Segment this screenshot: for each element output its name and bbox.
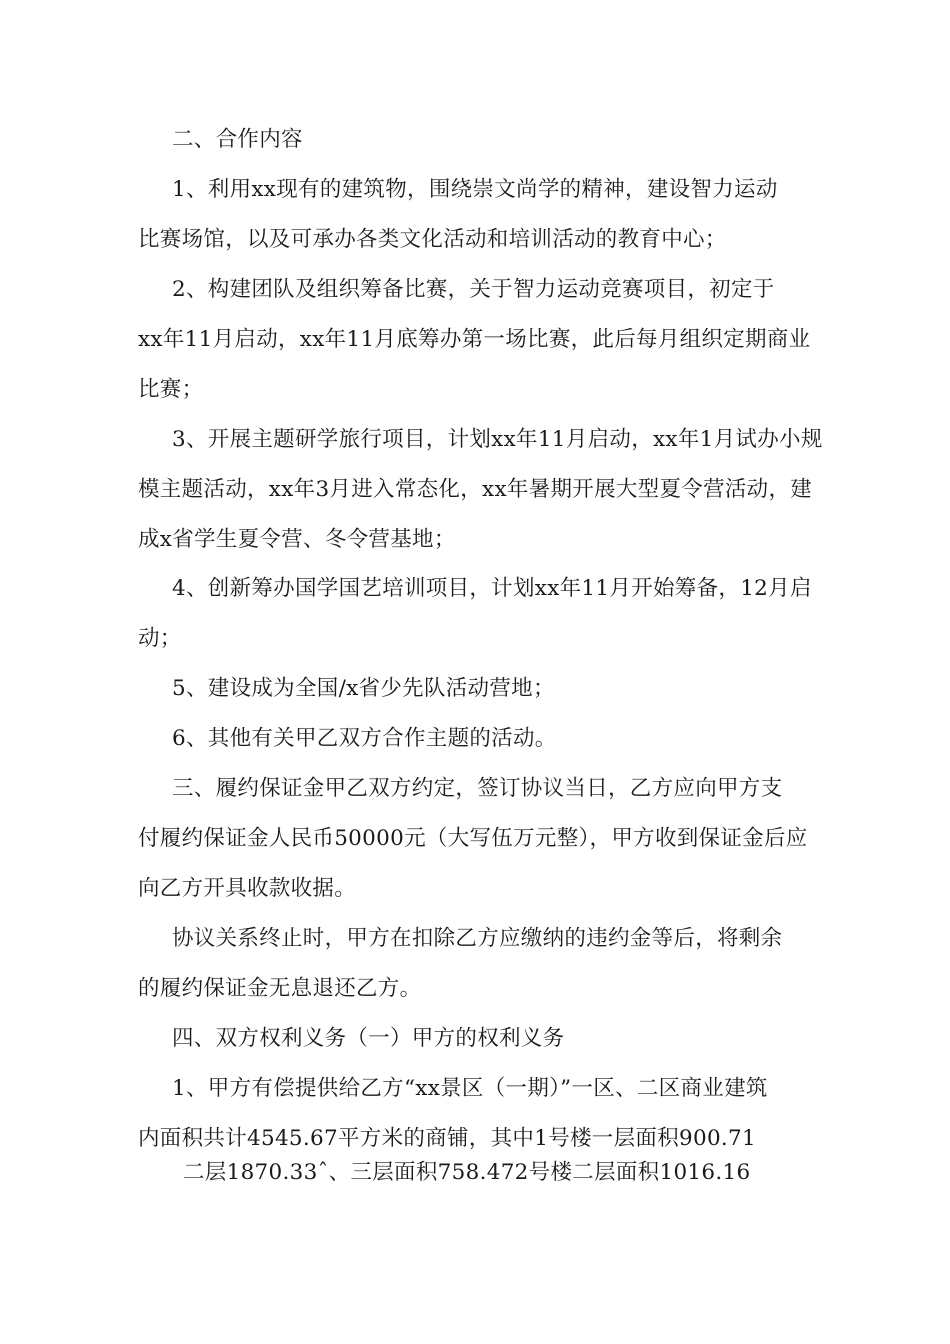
paragraph-line: 成x省学生夏令营、冬令营基地； xyxy=(138,527,456,552)
paragraph-line: 4、创新筹办国学国艺培训项目，计划xx年11月开始筹备，12月启 xyxy=(172,576,812,601)
section-heading-deposit: 三、履约保证金甲乙双方约定，签订协议当日，乙方应向甲方支 xyxy=(172,776,783,801)
paragraph-line: 向乙方开具收款收据。 xyxy=(138,876,357,901)
paragraph-line: 5、建设成为全国/x省少先队活动营地； xyxy=(172,676,555,701)
paragraph-line: xx年11月启动，xx年11月底筹办第一场比赛，此后每月组织定期商业 xyxy=(138,327,811,352)
paragraph-line: 6、其他有关甲乙双方合作主题的活动。 xyxy=(172,726,557,751)
paragraph-line: 1、利用xx现有的建筑物，围绕崇文尚学的精神，建设智力运动 xyxy=(172,177,778,202)
paragraph-line: 比赛； xyxy=(138,377,204,402)
section-heading-cooperation: 二、合作内容 xyxy=(172,127,303,152)
paragraph-line: 3、开展主题研学旅行项目，计划xx年11月启动，xx年1月试办小规 xyxy=(172,427,823,452)
section-heading-rights: 四、双方权利义务（一）甲方的权利义务 xyxy=(172,1026,565,1051)
paragraph-line: 模主题活动，xx年3月进入常态化，xx年暑期开展大型夏令营活动，建 xyxy=(138,477,813,502)
paragraph-line: 内面积共计4545.67平方米的商铺，其中1号楼一层面积900.71 xyxy=(138,1126,757,1151)
paragraph-line: 协议关系终止时，甲方在扣除乙方应缴纳的违约金等后，将剩余 xyxy=(172,926,783,951)
paragraph-line: 1、甲方有偿提供给乙方“xx景区（一期）”一区、二区商业建筑 xyxy=(172,1076,768,1101)
paragraph-line: 的履约保证金无息退还乙方。 xyxy=(138,976,422,1001)
paragraph-line: 动； xyxy=(138,626,182,651)
paragraph-line: 付履约保证金人民币50000元（大写伍万元整），甲方收到保证金后应 xyxy=(138,826,808,851)
paragraph-line: 二层1870.33ˆ、三层面积758.472号楼二层面积1016.16 xyxy=(183,1160,751,1185)
paragraph-line: 比赛场馆，以及可承办各类文化活动和培训活动的教育中心； xyxy=(138,227,727,252)
paragraph-line: 2、构建团队及组织筹备比赛，关于智力运动竞赛项目，初定于 xyxy=(172,277,775,302)
